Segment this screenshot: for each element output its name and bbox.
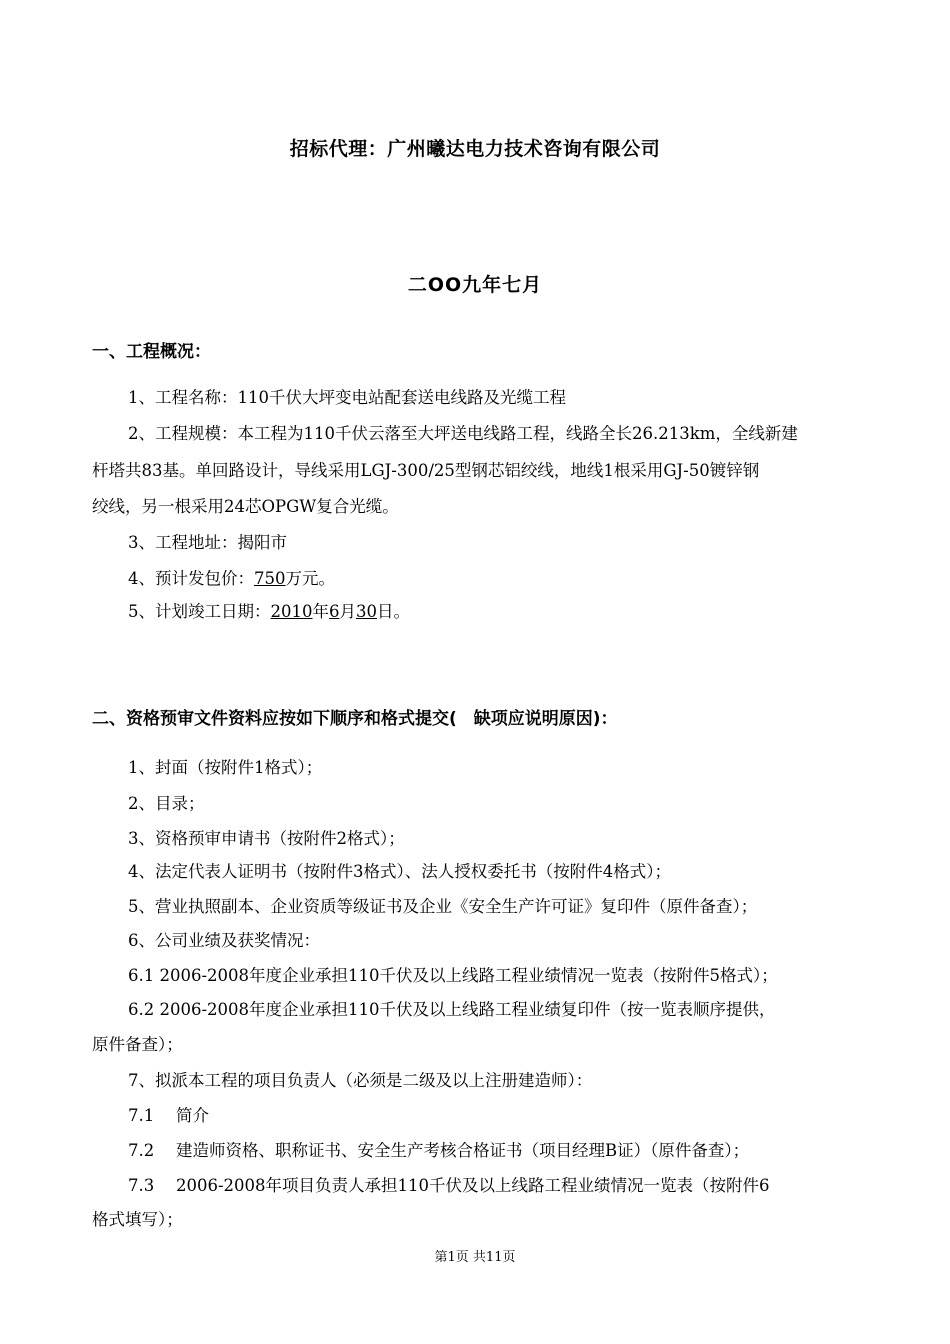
- list-item: 7、拟派本工程的项目负责人（必须是二级及以上注册建造师）：: [128, 1071, 593, 1090]
- project-name: 1、工程名称：110千伏大坪变电站配套送电线路及光缆工程: [128, 388, 566, 407]
- completion-year: 2010: [270, 602, 313, 621]
- estimated-price-label: 4、预计发包价：: [128, 569, 254, 588]
- completion-month-unit: 月: [339, 602, 356, 621]
- project-scale-line3: 绞线，另一根采用24芯OPGW复合光缆。: [92, 497, 399, 516]
- list-item: 3、资格预审申请书（按附件2格式）；: [128, 829, 405, 848]
- list-item: 原件备查）；: [92, 1035, 183, 1054]
- list-item: 6、公司业绩及获奖情况：: [128, 931, 320, 950]
- list-item: 6.2 2006-2008年度企业承担110千伏及以上线路工程业绩复印件（按一览表顺序提供，: [128, 1000, 776, 1019]
- project-scale-line2: 杆塔共83基。单回路设计，导线采用LGJ-300/25型钢芯铝绞线，地线1根采用GJ-50镀锌钢: [92, 461, 760, 480]
- list-item: 1、封面（按附件1格式）；: [128, 758, 323, 777]
- project-address: 3、工程地址：揭阳市: [128, 533, 287, 552]
- estimated-price-unit: 万元。: [285, 569, 335, 588]
- completion-day: 30: [356, 602, 377, 621]
- completion-date: [128, 598, 410, 622]
- page-number: 第1页 共11页: [434, 1250, 516, 1265]
- project-scale-line1: 2、工程规模：本工程为110千伏云落至大坪送电线路工程，线路全长26.213km，全线新建: [128, 424, 798, 443]
- completion-month: 6: [329, 602, 340, 621]
- completion-date-label: 5、计划竣工日期：: [128, 602, 271, 621]
- completion-year-unit: 年: [312, 602, 329, 621]
- bidding-agent: 招标代理：广州曦达电力技术咨询有限公司: [289, 138, 661, 160]
- section-1-title: 一、工程概况：: [92, 342, 211, 362]
- list-item: 7.1 简介: [128, 1106, 209, 1125]
- estimated-price: [128, 565, 335, 589]
- list-item: 7.2 建造师资格、职称证书、安全生产考核合格证书（项目经理B证）（原件备查）；: [128, 1141, 750, 1160]
- list-item: 格式填写）；: [92, 1210, 183, 1229]
- estimated-price-value: 750: [254, 569, 286, 588]
- completion-day-unit: 日。: [377, 602, 410, 621]
- section-2-title: 二、资格预审文件资料应按如下顺序和格式提交( 缺项应说明原因)：: [92, 709, 618, 729]
- list-item: 5、营业执照副本、企业资质等级证书及企业《安全生产许可证》复印件（原件备查）；: [128, 897, 758, 916]
- list-item: 4、法定代表人证明书（按附件3格式）、法人授权委托书（按附件4格式）；: [128, 862, 671, 881]
- list-item: 2、目录；: [128, 794, 205, 813]
- list-item: 7.3 2006-2008年项目负责人承担110千伏及以上线路工程业绩情况一览表（按附件6: [128, 1176, 770, 1195]
- list-item: 6.1 2006-2008年度企业承担110千伏及以上线路工程业绩情况一览表（按附件5格式）；: [128, 966, 778, 985]
- document-date: 二OO九年七月: [407, 274, 543, 296]
